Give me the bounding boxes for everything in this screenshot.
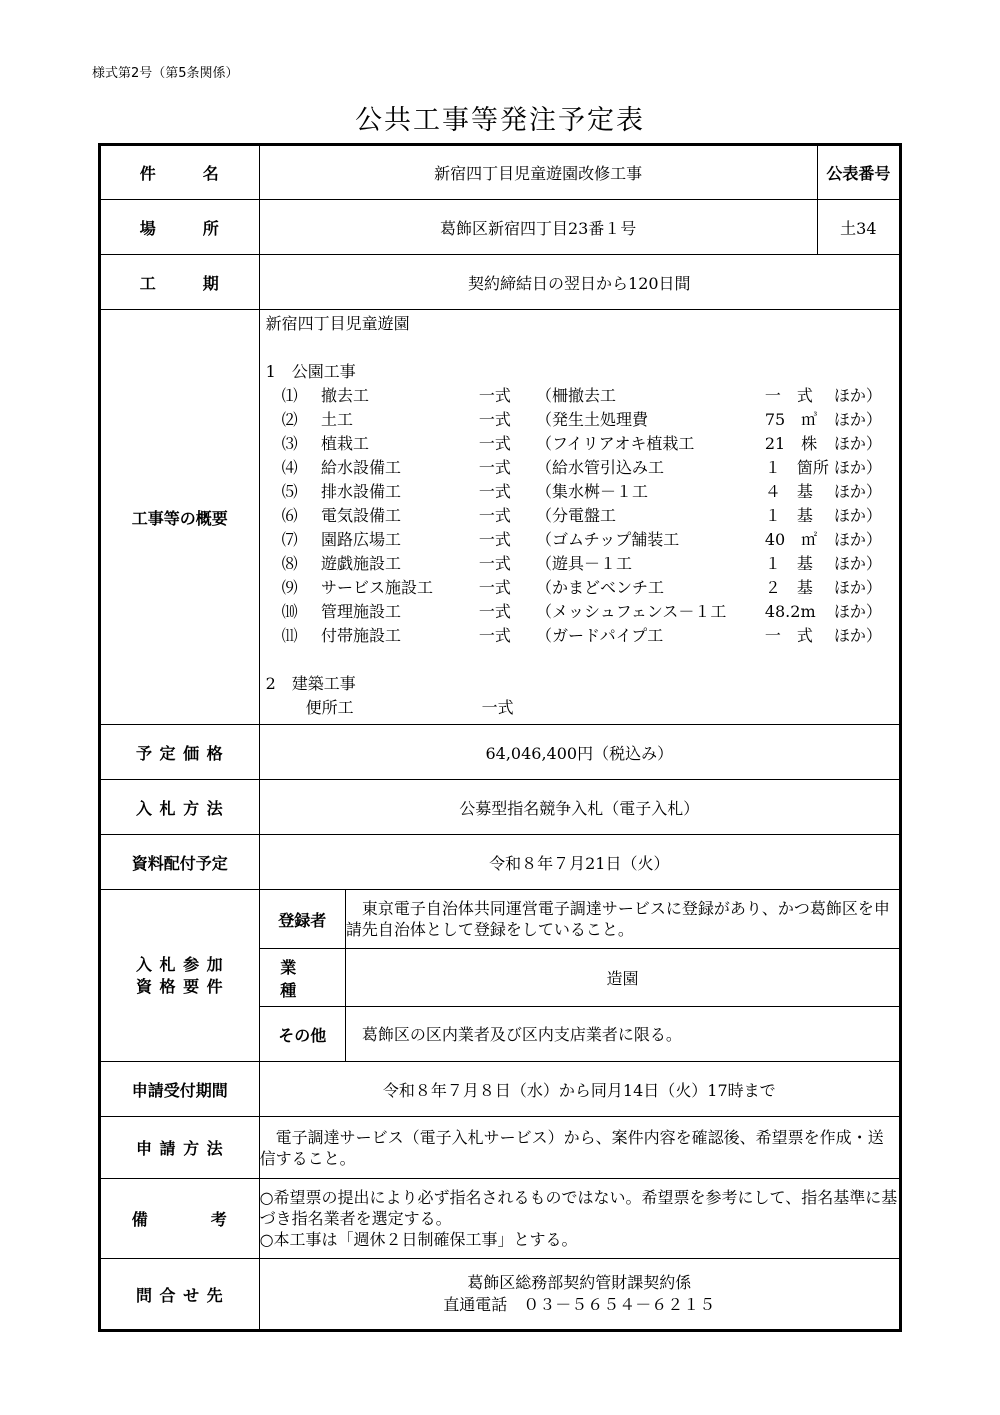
value-application-method: 電子調達サービス（電子入札サービス）から、案件内容を確認後、希望票を作成・送信すること。: [259, 1117, 900, 1179]
row-remarks: [100, 1179, 901, 1259]
label-publication-number: 公表番号: [817, 145, 900, 200]
label-place: 場 所: [100, 200, 260, 255]
label-price: 予 定 価 格: [100, 725, 260, 780]
remarks-line-2: ○本工事は「週休２日制確保工事」とする。: [259, 1230, 578, 1249]
row-materials: [100, 835, 901, 890]
label-overview: 工事等の概要: [100, 310, 260, 725]
value-remarks: [259, 1179, 900, 1259]
value-period: 契約締結日の翌日から120日間: [259, 255, 900, 310]
label-industry: 業 種: [259, 949, 345, 1007]
value-bid-method: 公募型指名競争入札（電子入札）: [259, 780, 900, 835]
row-contact: [100, 1259, 901, 1331]
overview-item: ⑻ 遊戯施設工 一式 （遊具－１工 １ 基 ほか）: [281, 554, 882, 573]
value-registrant: 東京電子自治体共同運営電子調達サービスに登録があり、かつ葛飾区を申請先自治体として登録をしていること。: [345, 890, 900, 949]
label-remarks: 備 考: [100, 1179, 260, 1259]
overview-item: ⑶ 植栽工 一式 （フイリアオキ植栽工 21 株 ほか）: [281, 434, 882, 453]
overview-item: ⑼ サービス施設工 一式 （かまどベンチ工 ２ 基 ほか）: [281, 578, 882, 597]
remarks-line-1: ○希望票の提出により必ず指名されるものではない。希望票を参考にして、指名基準に基づき指名業者を選定する。: [259, 1188, 898, 1228]
value-materials: 令和８年７月21日（火）: [259, 835, 900, 890]
overview-item: ⑹ 電気設備工 一式 （分電盤工 １ 基 ほか）: [281, 506, 882, 525]
label-bid-method: 入 札 方 法: [100, 780, 260, 835]
overview-section-1: 1 公園工事: [265, 362, 356, 381]
label-period: 工 期: [100, 255, 260, 310]
row-application-method: [100, 1117, 901, 1179]
overview-section-2: 2 建築工事: [265, 674, 356, 693]
overview-item: ⑸ 排水設備工 一式 （集水桝－１工 ４ 基 ほか）: [281, 482, 882, 501]
label-materials: 資料配付予定: [100, 835, 260, 890]
order-schedule-table: [98, 143, 902, 1332]
row-place: [100, 200, 901, 255]
value-other: 葛飾区の区内業者及び区内支店業者に限る。: [345, 1007, 900, 1062]
value-industry: 造園: [345, 949, 900, 1007]
overview-item: ⑵ 土工 一式 （発生土処理費 75 ㎥ ほか）: [281, 410, 882, 429]
document-title: 公共工事等発注予定表: [355, 105, 645, 136]
value-application-period: 令和８年７月８日（水）から同月14日（火）17時まで: [259, 1062, 900, 1117]
row-name: [100, 145, 901, 200]
overview-item: ⑴ 撤去工 一式 （柵撤去工 一 式 ほか）: [281, 386, 882, 405]
overview-item: ⑺ 園路広場工 一式 （ゴムチップ舗装工 40 ㎡ ほか）: [281, 530, 882, 549]
label-contact: 問 合 せ 先: [100, 1259, 260, 1331]
row-application-period: [100, 1062, 901, 1117]
row-qualification-registrant: [100, 890, 901, 949]
label-qualification: 入 札 参 加 資 格 要 件: [100, 890, 260, 1062]
row-period: [100, 255, 901, 310]
label-application-period: 申請受付期間: [100, 1062, 260, 1117]
label-application-method: 申 請 方 法: [100, 1117, 260, 1179]
overview-item: ⑽ 管理施設工 一式 （メッシュフェンス－１工 48.2m ほか）: [281, 602, 882, 621]
label-registrant: 登録者: [259, 890, 345, 949]
row-price: [100, 725, 901, 780]
value-overview: [259, 310, 900, 725]
overview-item: ⑷ 給水設備工 一式 （給水管引込み工 １ 箇所 ほか）: [281, 458, 882, 477]
overview-heading: 新宿四丁目児童遊園: [265, 314, 410, 333]
label-name: 件 名: [100, 145, 260, 200]
row-overview: [100, 310, 901, 725]
label-other: その他: [259, 1007, 345, 1062]
overview-section-2-item: 便所工 一式: [305, 698, 514, 717]
value-name: 新宿四丁目児童遊園改修工事: [259, 145, 817, 200]
form-number: 様式第2号（第5条関係）: [92, 66, 239, 81]
overview-item-list: [266, 384, 893, 648]
overview-item: ⑾ 付帯施設工 一式 （ガードパイプ工 一 式 ほか）: [281, 626, 882, 645]
value-contact: [259, 1259, 900, 1331]
value-place: 葛飾区新宿四丁目23番１号: [259, 200, 817, 255]
value-price: 64,046,400円（税込み）: [259, 725, 900, 780]
row-bid-method: [100, 780, 901, 835]
contact-department: 葛飾区総務部契約管財課契約係: [467, 1273, 692, 1292]
contact-phone: 直通電話 ０３－５６５４－６２１５: [443, 1295, 716, 1314]
value-publication-number: 土34: [817, 200, 900, 255]
